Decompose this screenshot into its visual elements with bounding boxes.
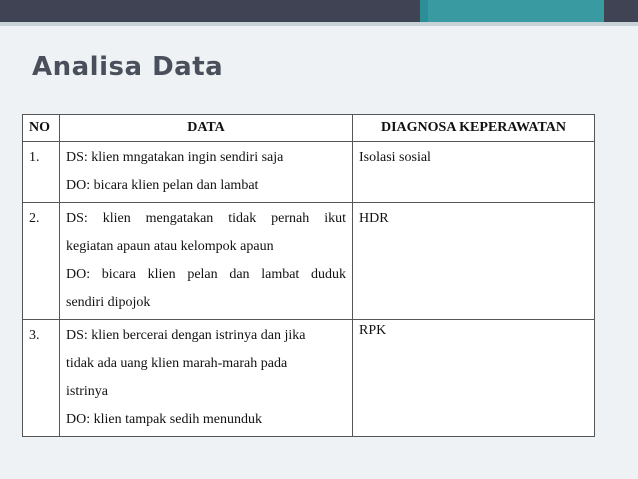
row-number: 2. <box>23 203 60 320</box>
row-number: 3. <box>23 320 60 437</box>
row-number: 1. <box>23 142 60 203</box>
header-diagnosis: DIAGNOSA KEPERAWATAN <box>353 115 595 142</box>
data-line: DO: bicara klien pelan dan lambat <box>66 178 259 193</box>
header-no: NO <box>23 115 60 142</box>
data-line: DS: klien mengatakan tidak pernah ikut <box>66 211 346 226</box>
data-line: DO: klien tampak sedih menunduk <box>66 412 262 427</box>
row-data <box>60 203 353 320</box>
data-line: tidak ada uang klien marah-marah pada <box>66 356 288 371</box>
row-data <box>60 142 353 203</box>
row-diagnosis: Isolasi sosial <box>353 142 595 203</box>
table-row <box>23 320 595 437</box>
data-line: DO: bicara klien pelan dan lambat duduk <box>66 267 346 282</box>
data-line: sendiri dipojok <box>66 295 151 310</box>
table-header-row <box>23 115 595 142</box>
top-bar-segment-teal <box>420 0 428 22</box>
row-diagnosis: RPK <box>353 320 595 437</box>
data-line: kegiatan apaun atau kelompok apaun <box>66 239 274 254</box>
slide-title: Analisa Data <box>32 52 224 82</box>
analysis-table <box>22 114 595 437</box>
data-line: istrinya <box>66 384 108 399</box>
top-bar-segment-dark <box>0 0 420 22</box>
top-divider-line <box>0 22 638 26</box>
data-line: DS: klien bercerai dengan istrinya dan jika <box>66 328 306 343</box>
table-row <box>23 203 595 320</box>
top-bar-segment-teal-wide <box>428 0 604 22</box>
row-diagnosis: HDR <box>353 203 595 320</box>
row-data <box>60 320 353 437</box>
data-line: DS: klien mngatakan ingin sendiri saja <box>66 150 284 165</box>
table-row <box>23 142 595 203</box>
top-bar-segment-dark-right <box>604 0 638 22</box>
top-decorative-bar <box>0 0 638 22</box>
header-data: DATA <box>60 115 353 142</box>
